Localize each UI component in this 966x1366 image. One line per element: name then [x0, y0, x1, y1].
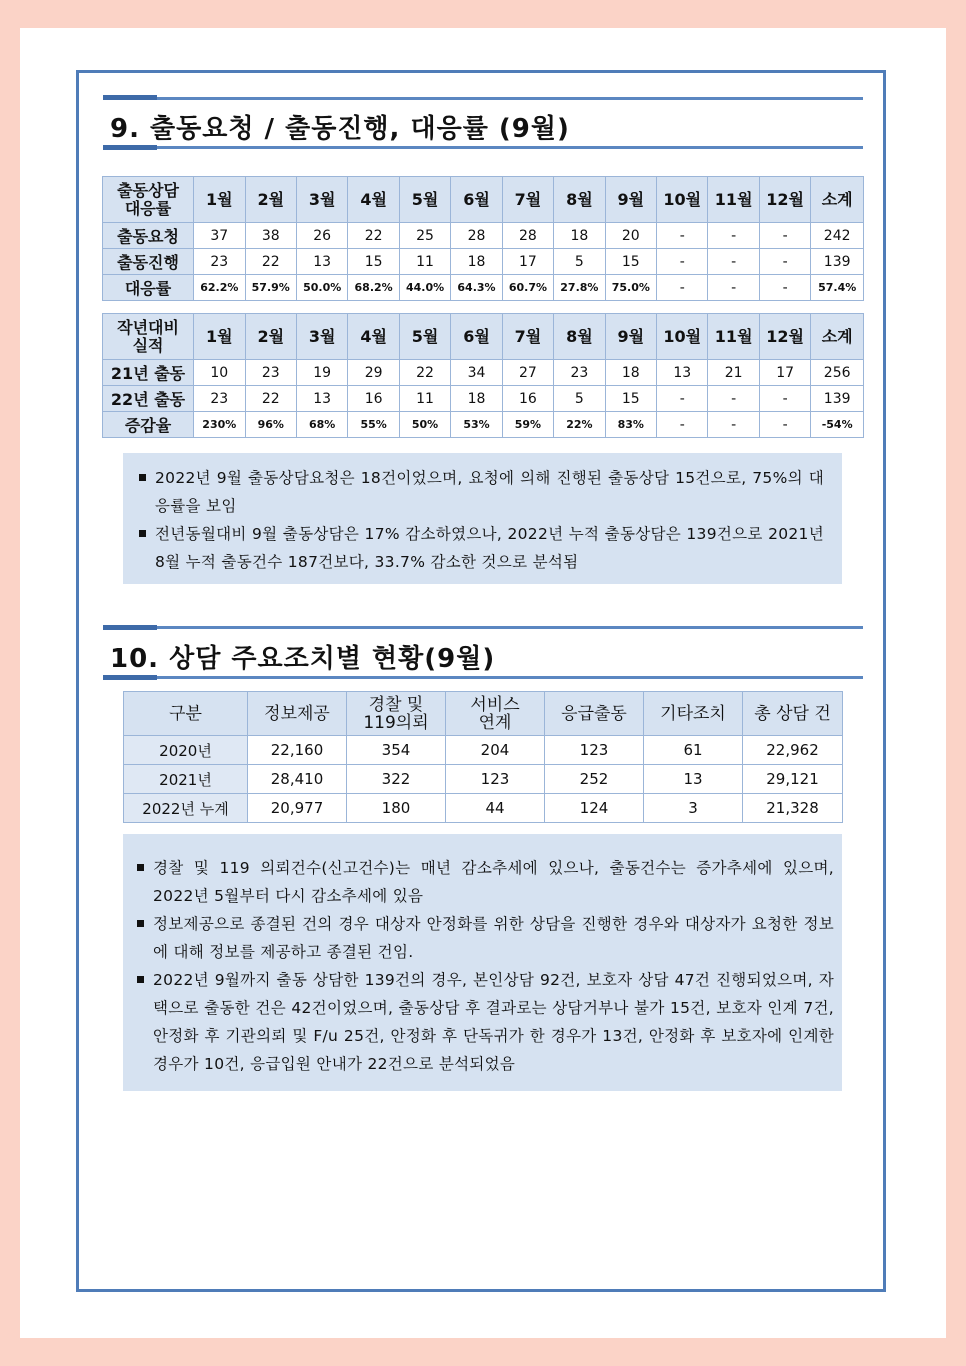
table-cell: 15 — [605, 249, 656, 275]
table-cell: 22% — [554, 412, 605, 438]
table-cell: 230% — [194, 412, 245, 438]
table-cell: 180 — [347, 794, 446, 823]
section10-notes — [123, 834, 842, 1091]
table-cell: - — [759, 223, 810, 249]
month-header: 9월 — [605, 177, 656, 223]
table-corner-header — [103, 177, 194, 223]
column-header — [124, 692, 248, 736]
month-header: 10월 — [657, 314, 708, 360]
table-cell: 15 — [348, 249, 399, 275]
table-cell: 59% — [502, 412, 553, 438]
table-cell: 22 — [399, 360, 450, 386]
table-cell: 20,977 — [248, 794, 347, 823]
table-cell: 23 — [245, 360, 296, 386]
table-cell: 16 — [502, 386, 553, 412]
month-header: 6월 — [451, 314, 502, 360]
dispatch-response-table — [102, 176, 864, 301]
month-header: 12월 — [759, 314, 810, 360]
table-cell: - — [657, 249, 708, 275]
section10-top-accent — [103, 625, 157, 630]
note-item: 전년동월대비 9월 출동상담은 17% 감소하였으나, 2022년 누적 출동상담은 139건으로 2021년 8월 누적 출동건수 187건보다, 33.7% 감소한 것으로 분석됨 — [133, 520, 824, 576]
corner-line: 출동상담 — [117, 180, 179, 200]
month-header: 8월 — [554, 314, 605, 360]
month-header: 8월 — [554, 177, 605, 223]
table-cell: 15 — [605, 386, 656, 412]
table-cell: - — [657, 275, 708, 301]
month-header: 4월 — [348, 314, 399, 360]
table-cell: 64.3% — [451, 275, 502, 301]
row-label: 2020년 — [124, 736, 248, 765]
table-cell: 55% — [348, 412, 399, 438]
counseling-action-table — [123, 691, 843, 823]
table-cell: 17 — [502, 249, 553, 275]
table-cell: - — [708, 386, 759, 412]
table-cell: 21,328 — [743, 794, 843, 823]
table-cell: 28,410 — [248, 765, 347, 794]
note-item: 2022년 9월까지 출동 상담한 139건의 경우, 본인상담 92건, 보호자 상담 47건 진행되었으며, 자택으로 출동한 건은 42건이었으며, 출동상담 후 결과로는 상담거부나 불가 15건, 보호자 인계 7건, 안정화 후 기관의뢰 및 F/u 25건, 안정화 후 단독귀가 한 경우가 13건, 안정화 후 보호자에 인계한 경우가 10건, 응급입원 안내가 22건으로 분석되었음 — [131, 966, 834, 1078]
corner-line: 실적 — [132, 335, 164, 355]
row-label: 2022년 누계 — [124, 794, 248, 823]
table-cell: 18 — [554, 223, 605, 249]
table-cell: 322 — [347, 765, 446, 794]
month-header: 12월 — [759, 177, 810, 223]
month-header: 7월 — [502, 314, 553, 360]
column-header — [743, 692, 843, 736]
month-header: 10월 — [657, 177, 708, 223]
table-row — [103, 360, 864, 386]
table-cell: 29,121 — [743, 765, 843, 794]
month-header: 3월 — [296, 314, 347, 360]
month-header: 5월 — [399, 177, 450, 223]
table-cell: 44 — [446, 794, 545, 823]
header-line: 총 상담 건 — [754, 703, 831, 724]
month-header: 11월 — [708, 177, 759, 223]
section10-bottom-rule — [103, 676, 863, 679]
table-cell: 13 — [644, 765, 743, 794]
table-cell: 27 — [502, 360, 553, 386]
table-cell: 34 — [451, 360, 502, 386]
table-cell: 204 — [446, 736, 545, 765]
year-over-year-table — [102, 313, 864, 438]
table-cell: 139 — [811, 249, 864, 275]
table-cell: 62.2% — [194, 275, 245, 301]
header-line: 경찰 및 — [368, 694, 424, 715]
table-row — [103, 386, 864, 412]
column-header — [248, 692, 347, 736]
note-item: 경찰 및 119 의뢰건수(신고건수)는 매년 감소추세에 있으나, 출동건수는 증가추세에 있으며, 2022년 5월부터 다시 감소추세에 있음 — [131, 854, 834, 910]
table-cell: 3 — [644, 794, 743, 823]
table-cell: 18 — [605, 360, 656, 386]
table-cell: 57.4% — [811, 275, 864, 301]
month-header: 9월 — [605, 314, 656, 360]
header-line: 서비스 — [470, 694, 520, 715]
table-cell: - — [708, 249, 759, 275]
table-cell: 22,160 — [248, 736, 347, 765]
table-cell: 17 — [759, 360, 810, 386]
header-line: 정보제공 — [264, 703, 330, 724]
table-cell: 256 — [811, 360, 864, 386]
table-cell: 21 — [708, 360, 759, 386]
section9-top-rule — [103, 97, 863, 100]
table-cell: 22 — [245, 249, 296, 275]
month-header: 2월 — [245, 314, 296, 360]
section9-bottom-rule — [103, 146, 863, 149]
table-cell: 354 — [347, 736, 446, 765]
row-label: 2021년 — [124, 765, 248, 794]
section9-notes — [123, 453, 842, 584]
table-cell: 10 — [194, 360, 245, 386]
table-cell: 83% — [605, 412, 656, 438]
row-label: 증감율 — [103, 412, 194, 438]
month-header: 7월 — [502, 177, 553, 223]
table-cell: - — [708, 275, 759, 301]
table-cell: 18 — [451, 386, 502, 412]
table-cell: 37 — [194, 223, 245, 249]
section9-top-accent — [103, 95, 157, 100]
table-row — [103, 412, 864, 438]
month-header: 소계 — [811, 314, 864, 360]
table-cell: - — [759, 275, 810, 301]
row-label: 21년 출동 — [103, 360, 194, 386]
table-cell: - — [708, 412, 759, 438]
table-cell: 19 — [296, 360, 347, 386]
corner-line: 작년대비 — [117, 317, 179, 337]
month-header: 11월 — [708, 314, 759, 360]
table-cell: 5 — [554, 386, 605, 412]
table-cell: 53% — [451, 412, 502, 438]
month-header: 6월 — [451, 177, 502, 223]
table-cell: 29 — [348, 360, 399, 386]
section9-title: 9. 출동요청 / 출동진행, 대응률 (9월) — [110, 114, 570, 144]
table-row — [103, 249, 864, 275]
table-cell: 23 — [194, 386, 245, 412]
month-header: 4월 — [348, 177, 399, 223]
table-row — [103, 275, 864, 301]
table-row — [124, 736, 843, 765]
table-cell: 44.0% — [399, 275, 450, 301]
table-cell: 242 — [811, 223, 864, 249]
table-row — [124, 765, 843, 794]
table-cell: 28 — [451, 223, 502, 249]
table-cell: - — [759, 386, 810, 412]
table-cell: 26 — [296, 223, 347, 249]
table-cell: - — [708, 223, 759, 249]
table-cell: - — [657, 412, 708, 438]
header-line: 119의뢰 — [363, 712, 429, 733]
table-cell: 11 — [399, 249, 450, 275]
header-line: 응급출동 — [561, 703, 627, 724]
table-cell: - — [657, 223, 708, 249]
table-cell: 57.9% — [245, 275, 296, 301]
section10-bottom-accent — [103, 675, 157, 680]
note-item: 2022년 9월 출동상담요청은 18건이었으며, 요청에 의해 진행된 출동상담 15건으로, 75%의 대응률을 보임 — [133, 464, 824, 520]
table-cell: 25 — [399, 223, 450, 249]
header-line: 연계 — [478, 712, 512, 733]
table-cell: 13 — [296, 386, 347, 412]
table-cell: 68% — [296, 412, 347, 438]
corner-line: 대응률 — [124, 198, 172, 218]
column-header — [644, 692, 743, 736]
header-line: 구분 — [169, 703, 202, 724]
table-cell: 20 — [605, 223, 656, 249]
column-header — [545, 692, 644, 736]
table-cell: 11 — [399, 386, 450, 412]
month-header: 1월 — [194, 177, 245, 223]
table-cell: 75.0% — [605, 275, 656, 301]
table-cell: 123 — [446, 765, 545, 794]
table-cell: 123 — [545, 736, 644, 765]
table-cell: 13 — [296, 249, 347, 275]
note-item: 정보제공으로 종결된 건의 경우 대상자 안정화를 위한 상담을 진행한 경우와 대상자가 요청한 정보에 대해 정보를 제공하고 종결된 건임. — [131, 910, 834, 966]
table-cell: 18 — [451, 249, 502, 275]
section10-top-rule — [103, 626, 863, 629]
table-cell: 28 — [502, 223, 553, 249]
table-cell: 50.0% — [296, 275, 347, 301]
table-cell: 23 — [194, 249, 245, 275]
row-label: 출동진행 — [103, 249, 194, 275]
table-cell: 22,962 — [743, 736, 843, 765]
table-corner-header — [103, 314, 194, 360]
section10-title: 10. 상담 주요조치별 현황(9월) — [110, 644, 496, 674]
month-header: 5월 — [399, 314, 450, 360]
table-cell: 68.2% — [348, 275, 399, 301]
row-label: 출동요청 — [103, 223, 194, 249]
column-header — [446, 692, 545, 736]
table-cell: - — [759, 412, 810, 438]
table-cell: 22 — [348, 223, 399, 249]
table-cell: -54% — [811, 412, 864, 438]
table-cell: 38 — [245, 223, 296, 249]
header-line: 기타조치 — [660, 703, 726, 724]
table-cell: 16 — [348, 386, 399, 412]
table-cell: 13 — [657, 360, 708, 386]
row-label: 22년 출동 — [103, 386, 194, 412]
table-cell: 139 — [811, 386, 864, 412]
table-cell: 60.7% — [502, 275, 553, 301]
table-cell: 252 — [545, 765, 644, 794]
table-cell: 27.8% — [554, 275, 605, 301]
table-cell: - — [657, 386, 708, 412]
table-cell: 61 — [644, 736, 743, 765]
table-cell: 22 — [245, 386, 296, 412]
table-cell: 96% — [245, 412, 296, 438]
row-label: 대응률 — [103, 275, 194, 301]
table-row — [124, 794, 843, 823]
table-row — [103, 223, 864, 249]
table-cell: - — [759, 249, 810, 275]
month-header: 1월 — [194, 314, 245, 360]
month-header: 2월 — [245, 177, 296, 223]
table-cell: 50% — [399, 412, 450, 438]
column-header — [347, 692, 446, 736]
table-cell: 5 — [554, 249, 605, 275]
table-cell: 23 — [554, 360, 605, 386]
month-header: 3월 — [296, 177, 347, 223]
table-cell: 124 — [545, 794, 644, 823]
section9-bottom-accent — [103, 145, 157, 150]
month-header: 소계 — [811, 177, 864, 223]
